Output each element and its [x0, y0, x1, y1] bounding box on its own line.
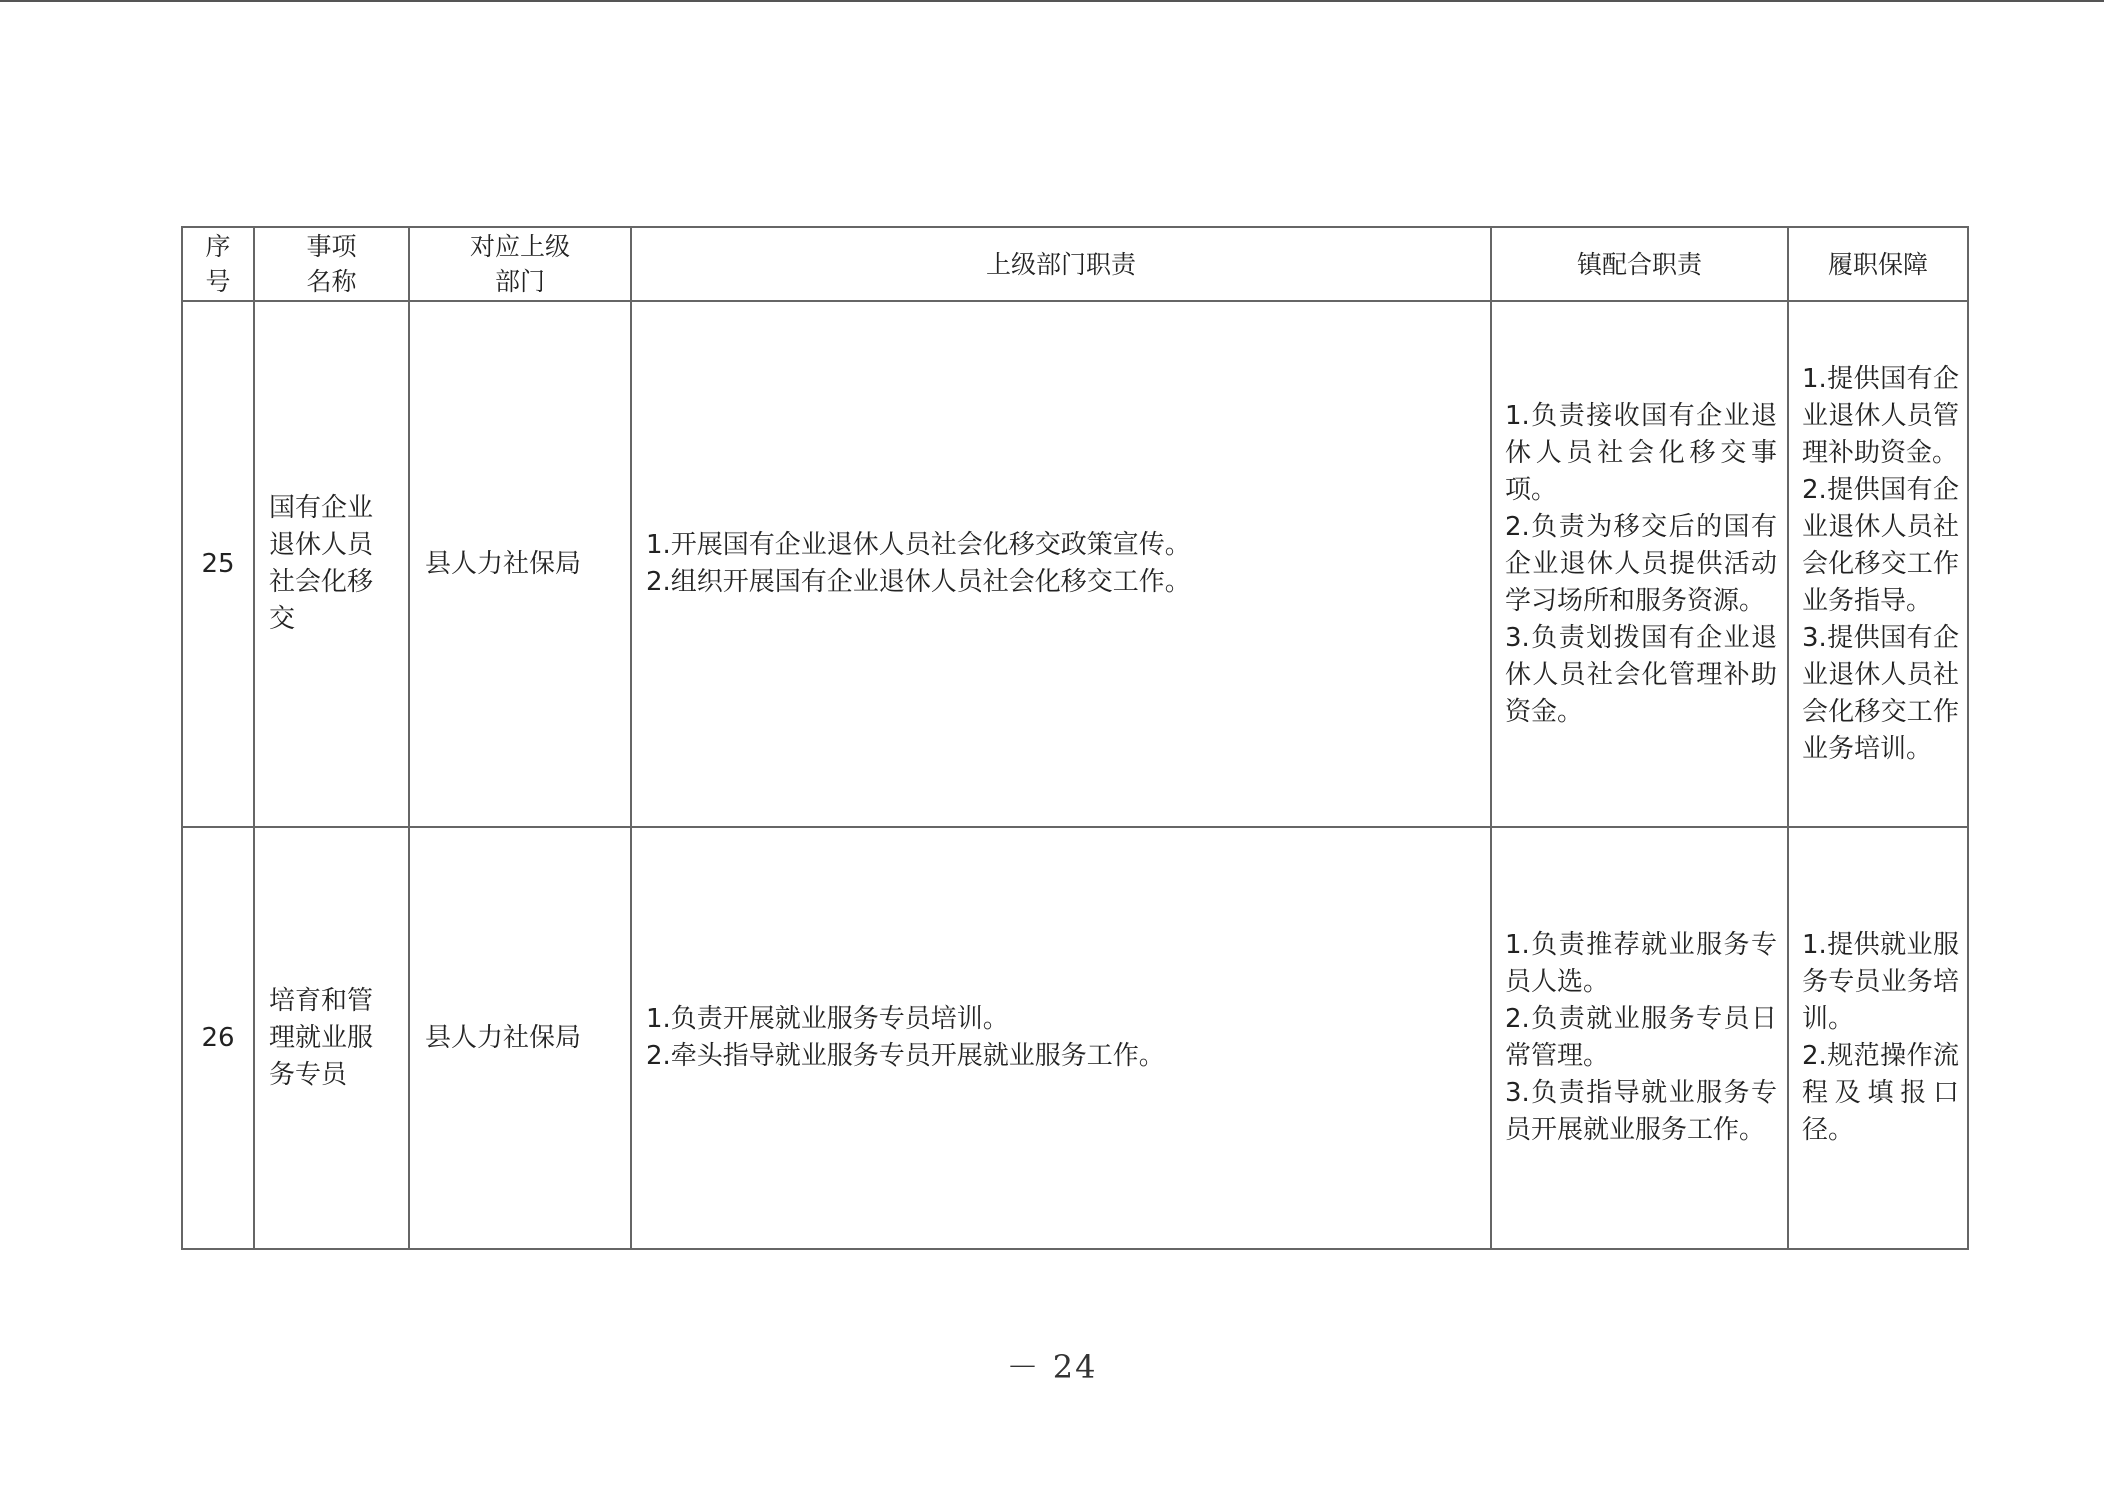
header-town-duties: 镇配合职责: [1491, 227, 1788, 301]
item-name-line: 培育和管: [269, 985, 374, 1016]
row-item-name: [254, 301, 409, 827]
header-row: [182, 227, 1968, 301]
page-number: － 24: [1006, 1348, 1098, 1386]
header-index: [182, 227, 254, 301]
row-item-name: [254, 827, 409, 1249]
town-duty-item: 1.负责推荐就业服务专员人选。: [1505, 930, 1777, 997]
header-item-line: 名称: [306, 267, 357, 296]
upper-duty-line: 2.组织开展国有企业退休人员社会化移交工作。: [646, 567, 1191, 597]
guarantee-item: 2.提供国有企业退休人员社会化移交工作业务指导。: [1802, 474, 1959, 616]
header-upper-duties: 上级部门职责: [631, 227, 1491, 301]
item-name-line: 理就业服: [269, 1022, 374, 1053]
row-town-duties: [1491, 827, 1788, 1249]
header-guarantee: 履职保障: [1788, 227, 1968, 301]
row-town-duties: [1491, 301, 1788, 827]
item-name-line: 务专员: [269, 1059, 348, 1090]
guarantee-item: 2.规范操作流程及填报口径。: [1802, 1041, 1959, 1145]
item-name-line: 社会化移: [269, 567, 374, 597]
header-dept: [409, 227, 631, 301]
row-upper-duties: [631, 827, 1491, 1249]
header-index-line: 号: [205, 267, 231, 296]
header-item-line: 事项: [306, 232, 357, 261]
row-dept: 县人力社保局: [409, 827, 631, 1249]
row-index: 26: [182, 827, 254, 1249]
guarantee-item: 1.提供国有企业退休人员管理补助资金。: [1802, 363, 1959, 468]
row-guarantee: [1788, 827, 1968, 1249]
duties-table: [181, 226, 1969, 1250]
town-duty-item: 3.负责划拨国有企业退休人员社会化管理补助资金。: [1505, 622, 1777, 727]
row-dept: 县人力社保局: [409, 301, 631, 827]
upper-duty-line: 1.负责开展就业服务专员培训。: [646, 1004, 1009, 1034]
header-item: [254, 227, 409, 301]
item-name-line: 国有企业: [269, 493, 374, 523]
town-duty-item: 2.负责为移交后的国有企业退休人员提供活动学习场所和服务资源。: [1505, 511, 1777, 616]
table-row: [182, 301, 1968, 827]
town-duty-item: 2.负责就业服务专员日常管理。: [1505, 1004, 1777, 1071]
header-dept-line: 部门: [494, 267, 545, 296]
item-name-line: 交: [269, 604, 296, 634]
town-duty-item: 3.负责指导就业服务专员开展就业服务工作。: [1505, 1078, 1777, 1145]
table-header: [182, 227, 1968, 301]
header-index-line: 序: [205, 232, 231, 261]
upper-duty-line: 2.牵头指导就业服务专员开展就业服务工作。: [646, 1041, 1165, 1071]
header-dept-line: 对应上级: [469, 232, 570, 261]
row-guarantee: [1788, 301, 1968, 827]
guarantee-item: 3.提供国有企业退休人员社会化移交工作业务培训。: [1802, 622, 1959, 764]
upper-duty-line: 1.开展国有企业退休人员社会化移交政策宣传。: [646, 530, 1191, 560]
row-upper-duties: [631, 301, 1491, 827]
top-border-line: [0, 0, 2104, 2]
town-duty-item: 1.负责接收国有企业退休人员社会化移交事项。: [1505, 400, 1777, 505]
row-index: 25: [182, 301, 254, 827]
guarantee-item: 1.提供就业服务专员业务培训。: [1802, 930, 1959, 1034]
item-name-line: 退休人员: [269, 530, 374, 560]
table-body: [182, 301, 1968, 1249]
table-row: [182, 827, 1968, 1249]
